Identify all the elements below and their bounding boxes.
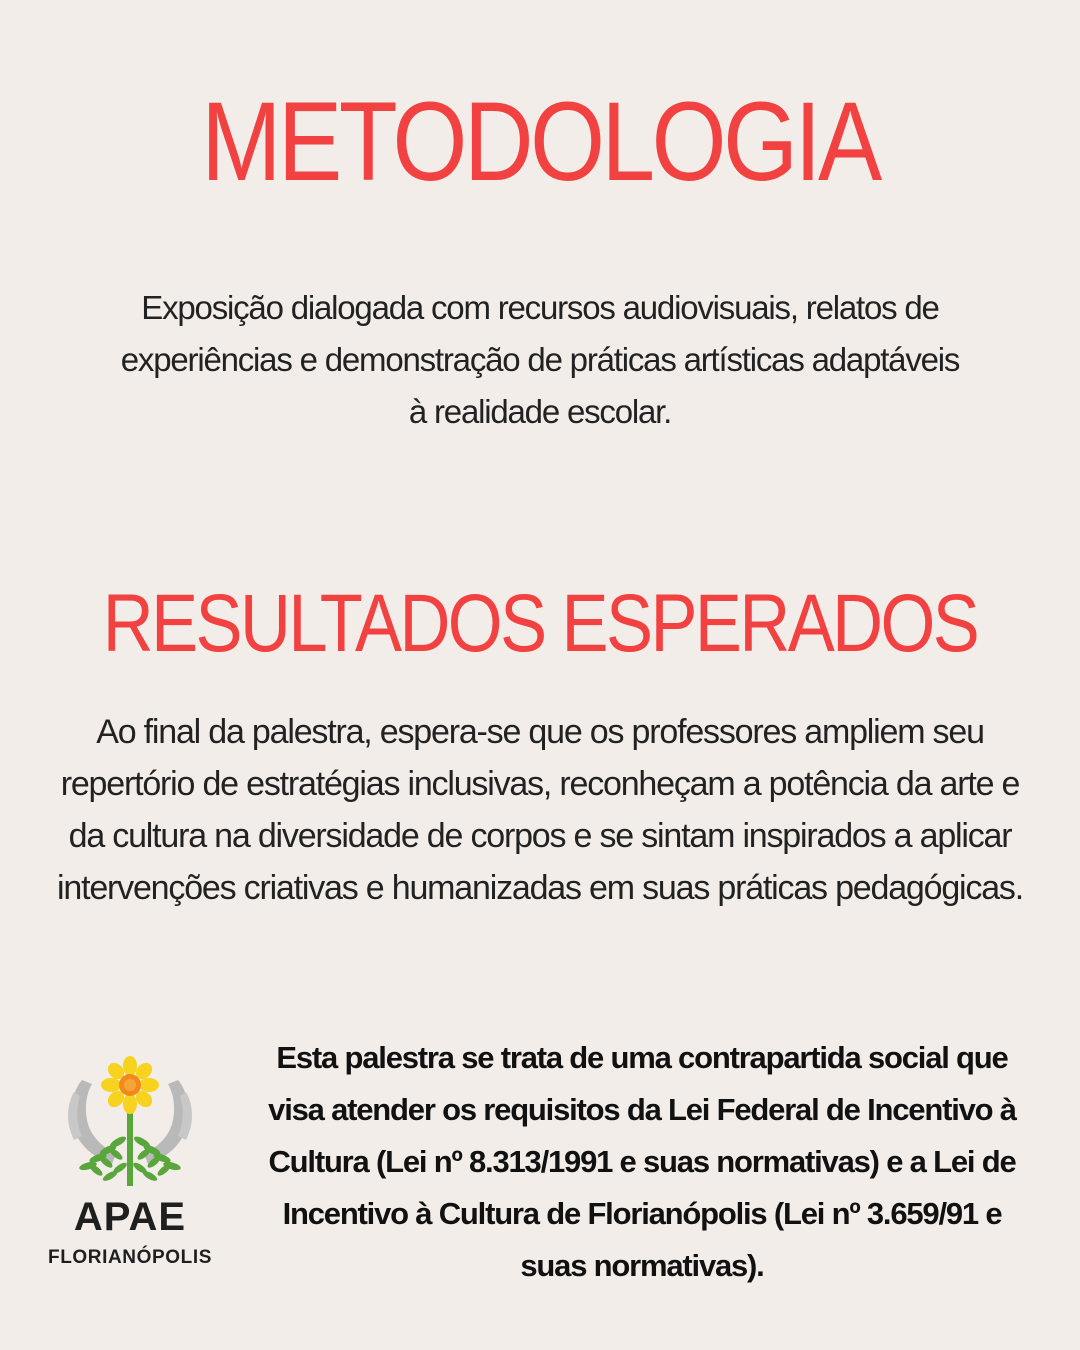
resultados-line: repertório de estratégias inclusivas, reconheçam a potência da arte e bbox=[60, 765, 1020, 803]
metodologia-heading: METODOLOGIA bbox=[201, 79, 879, 204]
logo-city: FLORIANÓPOLIS bbox=[47, 1247, 213, 1268]
metodologia-line: Exposição dialogada com recursos audiovisuais, relatos de bbox=[141, 289, 939, 326]
apae-logo bbox=[22, 1050, 238, 1280]
notice-line: Cultura (Lei nº 8.313/1991 e suas normativas) e a Lei de bbox=[268, 1144, 1016, 1179]
notice-line: visa atender os requisitos da Lei Federal de Incentivo à bbox=[268, 1092, 1016, 1127]
notice-line: Incentivo à Cultura de Florianópolis (Lei nº 3.659/91 e bbox=[282, 1196, 1002, 1231]
metodologia-line: experiências e demonstração de práticas artísticas adaptáveis bbox=[120, 341, 960, 378]
resultados-line: da cultura na diversidade de corpos e se sintam inspirados a aplicar bbox=[68, 817, 1012, 855]
notice-paragraph bbox=[214, 1032, 1070, 1292]
metodologia-line: à realidade escolar. bbox=[408, 393, 672, 430]
notice-line: Esta palestra se trata de uma contrapartida social que bbox=[276, 1040, 1008, 1075]
notice-line: suas normativas). bbox=[520, 1248, 764, 1283]
resultados-line: Ao final da palestra, espera-se que os professores ampliem seu bbox=[96, 713, 984, 751]
resultados-heading: RESULTADOS ESPERADOS bbox=[102, 578, 978, 669]
resultados-line: intervenções criativas e humanizadas em suas práticas pedagógicas. bbox=[57, 869, 1023, 907]
metodologia-paragraph bbox=[0, 282, 1080, 438]
apae-flower-hands-icon bbox=[60, 1050, 200, 1192]
resultados-paragraph bbox=[0, 706, 1080, 914]
logo-name: APAE bbox=[73, 1195, 187, 1239]
